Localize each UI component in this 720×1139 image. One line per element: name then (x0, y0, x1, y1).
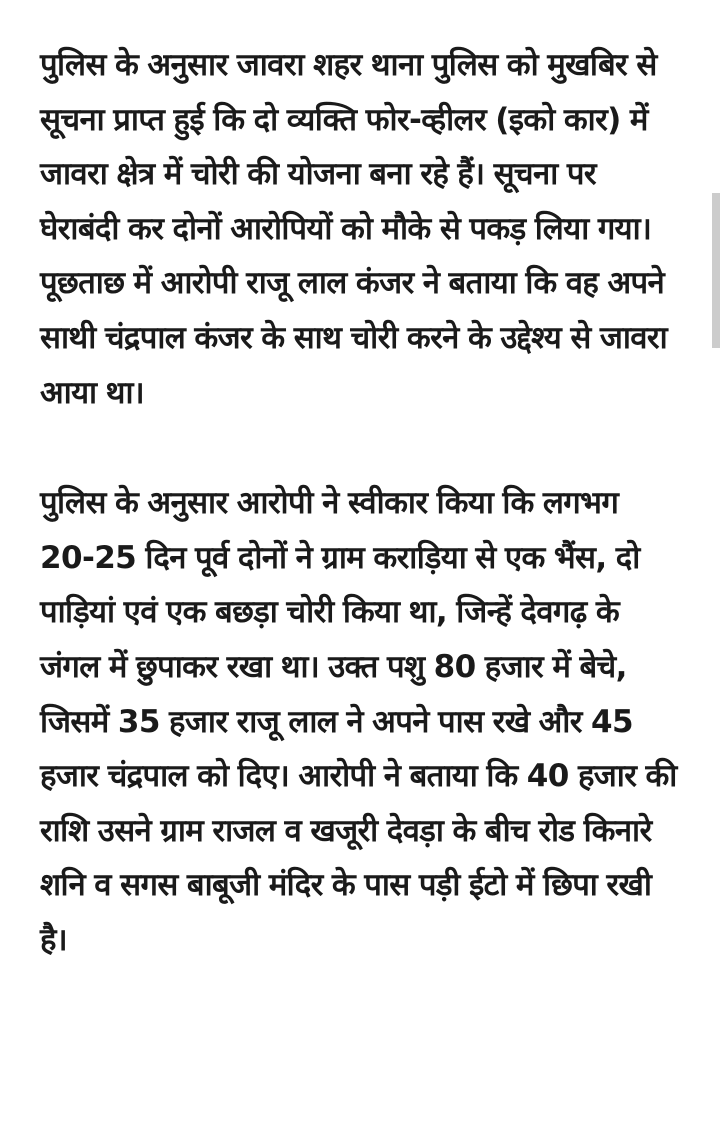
news-article (40, 38, 680, 968)
article-paragraph-1: पुलिस के अनुसार जावरा शहर थाना पुलिस को मुखबिर से सूचना प्राप्त हुई कि दो व्यक्ति फोर-व्हीलर (इको कार) में जावरा क्षेत्र में चोरी की योजना बना रहे हैं। सूचना पर घेराबंदी कर दोनों आरोपियों को मौके से पकड़ लिया गया। पूछताछ में आरोपी राजू लाल कंजर ने बताया कि वह अपने साथी चंद्रपाल कंजर के साथ चोरी करने के उद्देश्य से जावरा आया था। (40, 47, 668, 411)
article-paragraph-2: पुलिस के अनुसार आरोपी ने स्वीकार किया कि लगभग 20-25 दिन पूर्व दोनों ने ग्राम कराड़िया से एक भैंस, दो पाड़ियां एवं एक बछड़ा चोरी किया था, जिन्हें देवगढ़ के जंगल में छुपाकर रखा था। उक्त पशु 80 हजार में बेचे, जिसमें 35 हजार राजू लाल ने अपने पास रखे और 45 हजार चंद्रपाल को दिए। आरोपी ने बताया कि 40 हजार की राशि उसने ग्राम राजल व खजूरी देवड़ा के बीच रोड किनारे शनि व सगस बाबूजी मंदिर के पास पड़ी ईटो में छिपा रखी है। (40, 485, 677, 958)
scrollbar-thumb[interactable] (712, 193, 720, 348)
